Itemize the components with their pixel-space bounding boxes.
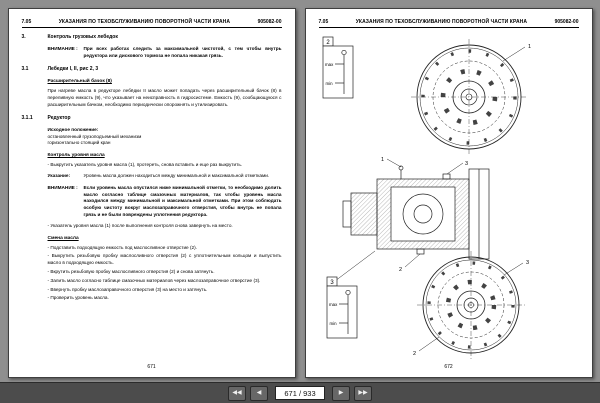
next-page-icon: ▶	[338, 389, 344, 396]
page-header-title: УКАЗАНИЯ ПО ТЕХОБСЛУЖИВАНИЮ ПОВОРОТНОЙ ЧАСТИ КРАНА	[58, 19, 231, 25]
chapter-number: 7.05	[318, 19, 329, 25]
section-number: 3.	[21, 34, 26, 40]
level-check-bullet: - Выкрутить указатель уровня масла (1), протереть, снова вставить и еще раз выкрутить.	[47, 162, 243, 168]
section-title: Редуктор	[47, 114, 71, 121]
dipstick-legend-bottom	[327, 277, 357, 338]
note-label: Указание:	[47, 172, 71, 178]
section-title: Контроль грузовых лебедок	[47, 34, 118, 40]
section-number: 3.1	[21, 65, 29, 72]
first-page-icon: ◀◀	[232, 389, 242, 396]
gearbox-side-view	[335, 157, 489, 281]
section-3-1-1	[22, 115, 282, 122]
callout-2: 2	[412, 351, 416, 357]
page-right	[305, 8, 593, 378]
initial-position-line: горизонтально стоящий кран	[47, 140, 111, 146]
first-page-button[interactable]	[228, 386, 246, 401]
section-3-1	[22, 66, 282, 73]
oil-change-step: - Ввернуть пробку маслозаправочного отверстия (3) на место и затянуть.	[47, 286, 208, 292]
next-page-button[interactable]	[332, 386, 350, 401]
level-check-title: Контроль уровня масла	[47, 153, 105, 159]
warning-label: ВНИМАНИЕ :	[47, 184, 78, 190]
warning-block-2	[48, 185, 282, 219]
warning-block-1	[48, 46, 282, 60]
previous-page-icon: ◀	[256, 389, 262, 396]
section-3	[22, 34, 282, 41]
warning-text: При всех работах следить за максимальной чистотой, с тем чтобы внутрь редуктора или дискового тормоза не попала никакая грязь.	[83, 46, 282, 59]
technical-drawing	[319, 33, 581, 361]
gearbox-front-view-top	[411, 39, 531, 155]
callout-1: 1	[380, 157, 384, 163]
oil-change-step: - Залить масло согласно таблице смазочных материалов через маслозаправочное отверстие (3).	[47, 277, 261, 283]
oil-change-step: - Выкрутить резьбовую пробку маслосливного отверстия (2) с уплотнительным кольцом и выпустить масло в подходящую емкость.	[47, 253, 282, 266]
initial-position-line: остановленный грузоподъемный механизм	[47, 133, 142, 139]
doc-code: 905082-00	[554, 19, 579, 25]
callout-3: 3	[525, 260, 529, 266]
gearbox-front-view-bottom	[413, 251, 529, 359]
expansion-tank-title: Расширительный бачок (8)	[47, 79, 112, 85]
note-text: Уровень масла должен находиться между минимальной и максимальной отметками.	[83, 172, 270, 178]
section-title: Лебедки I, II, рис 2, 3	[47, 65, 99, 72]
oil-change-title: Смена масла	[47, 235, 79, 241]
doc-code: 905082-00	[257, 19, 282, 25]
previous-page-button[interactable]	[250, 386, 268, 401]
figure-ref-label: 2	[325, 40, 330, 46]
callout-1: 1	[527, 44, 531, 50]
dipstick-legend-top	[323, 37, 353, 98]
chapter-number: 7.05	[21, 19, 32, 25]
initial-position-label: Исходное положение:	[47, 126, 99, 132]
figure-ref-label: 3	[329, 280, 334, 286]
callout-2: 2	[398, 267, 402, 273]
dipstick-close-bullet: - Указатель уровня масла (1) после выполнения контроля снова завернуть на место.	[47, 222, 233, 228]
page-number-right: 672	[444, 364, 453, 370]
page-header-right	[319, 19, 579, 28]
page-header-left	[22, 19, 282, 28]
warning-text: Если уровень масла опустился ниже минимальной отметки, то необходимо долить масло согласно таблице смазочных материалов, так чтобы уровень масла находился между минимальной и максимальной отметками. При этом соблюдать особую чистоту вокруг маслозаправочного отверстия, чтобы внутрь не попала грязь и не были повреждены уплотнения редуктора.	[83, 184, 282, 218]
callout-3: 3	[464, 161, 468, 167]
page-body-left	[22, 34, 282, 302]
section-number: 3.1.1	[21, 114, 33, 121]
min-mark-label: min	[329, 321, 337, 326]
viewer-toolbar	[0, 382, 600, 403]
page-header-title: УКАЗАНИЯ ПО ТЕХОБСЛУЖИВАНИЮ ПОВОРОТНОЙ ЧАСТИ КРАНА	[355, 19, 528, 25]
page-indicator[interactable]: 671 / 933	[275, 386, 325, 400]
min-mark-label: min	[325, 81, 333, 86]
oil-change-step: - Подставить подходящую емкость под маслосливное отверстие (2).	[47, 244, 198, 250]
expansion-tank-text: При нагреве масла в редукторе лебёдки II масло может попадать через расширительный бачок (8) в переливную емкость (9), что указывает на неисправность в гидросистеме. Емкость (9), сообщающуюся с расширительным бачком, необходимо периодически опорожнять и утилизировать.	[47, 88, 282, 107]
page-navigation	[228, 386, 372, 401]
note-block	[48, 173, 282, 180]
max-mark-label: max	[328, 302, 337, 307]
oil-change-step: - Вкрутить резьбовую пробку маслосливного отверстия (2) и снова затянуть.	[47, 269, 215, 275]
max-mark-label: max	[324, 62, 333, 67]
warning-label: ВНИМАНИЕ :	[47, 46, 78, 52]
page-left	[8, 8, 296, 378]
oil-change-step: - Проверить уровень масла.	[47, 295, 109, 301]
last-page-icon: ▶▶	[358, 389, 368, 396]
page-number-left: 671	[147, 364, 156, 370]
last-page-button[interactable]	[354, 386, 372, 401]
figure-area	[319, 33, 579, 361]
